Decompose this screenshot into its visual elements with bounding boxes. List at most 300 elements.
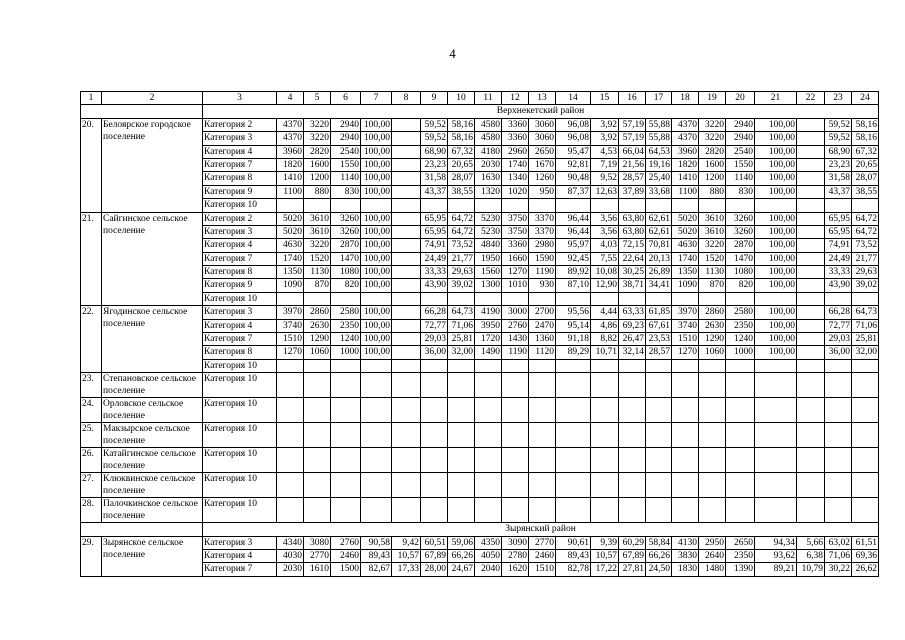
value-cell: 23,23	[825, 158, 852, 171]
value-cell: 1590	[529, 252, 556, 265]
value-cell: 1130	[304, 266, 331, 279]
value-cell	[672, 423, 699, 448]
value-cell: 1470	[331, 252, 361, 265]
value-cell: 89,43	[361, 549, 392, 562]
value-cell: 9,39	[591, 536, 619, 549]
value-cell	[755, 373, 797, 398]
value-cell: 23,23	[421, 158, 448, 171]
category-label: Категория 7	[203, 333, 277, 346]
district-header-row	[81, 523, 879, 536]
value-cell: 2640	[699, 549, 726, 562]
value-cell	[392, 158, 421, 171]
value-cell	[529, 398, 556, 423]
value-cell	[619, 448, 646, 473]
value-cell: 71,06	[825, 549, 852, 562]
value-cell: 96,08	[556, 132, 591, 145]
value-cell	[591, 423, 619, 448]
value-cell: 2470	[529, 319, 556, 332]
value-cell: 67,61	[646, 319, 672, 332]
column-number: 24	[852, 92, 879, 105]
value-cell	[392, 199, 421, 212]
category-label: Категория 10	[203, 373, 277, 398]
category-label: Категория 3	[203, 536, 277, 549]
value-cell: 3970	[277, 306, 304, 319]
value-cell: 24,67	[448, 563, 475, 576]
value-cell	[556, 199, 591, 212]
value-cell: 100,00	[361, 132, 392, 145]
value-cell: 100,00	[361, 118, 392, 131]
value-cell	[277, 292, 304, 305]
value-cell	[556, 398, 591, 423]
value-cell: 100,00	[361, 319, 392, 332]
value-cell	[277, 359, 304, 372]
value-cell	[304, 373, 331, 398]
value-cell: 64,53	[646, 145, 672, 158]
value-cell: 95,47	[556, 145, 591, 158]
value-cell: 3960	[672, 145, 699, 158]
value-cell: 67,32	[852, 145, 879, 158]
value-cell: 22,64	[619, 252, 646, 265]
value-cell: 71,06	[852, 319, 879, 332]
value-cell	[304, 398, 331, 423]
value-cell	[361, 473, 392, 498]
value-cell: 3960	[277, 145, 304, 158]
value-cell: 39,02	[448, 279, 475, 292]
value-cell	[304, 423, 331, 448]
value-cell	[331, 398, 361, 423]
value-cell	[726, 292, 755, 305]
value-cell: 10,79	[797, 563, 825, 576]
entity-name: Палочкинское сельское поселение	[102, 498, 203, 523]
entity-name: Ягодинское сельское поселение	[102, 306, 203, 373]
value-cell	[331, 359, 361, 372]
value-cell: 66,26	[448, 549, 475, 562]
value-cell: 58,16	[852, 118, 879, 131]
value-cell	[672, 448, 699, 473]
value-cell: 28,07	[852, 172, 879, 185]
value-cell: 67,32	[448, 145, 475, 158]
value-cell	[797, 448, 825, 473]
value-cell: 3220	[699, 118, 726, 131]
value-cell: 1100	[277, 185, 304, 198]
value-cell	[646, 373, 672, 398]
value-cell: 28,57	[619, 172, 646, 185]
value-cell	[619, 423, 646, 448]
value-cell: 100,00	[755, 118, 797, 131]
value-cell: 1340	[502, 172, 529, 185]
value-cell: 870	[699, 279, 726, 292]
value-cell: 100,00	[361, 212, 392, 225]
value-cell: 100,00	[361, 185, 392, 198]
value-cell: 1060	[304, 346, 331, 359]
value-cell: 20,65	[448, 158, 475, 171]
value-cell	[448, 473, 475, 498]
category-label: Категория 8	[203, 172, 277, 185]
data-table	[80, 91, 879, 577]
value-cell: 2540	[726, 145, 755, 158]
value-cell: 1360	[529, 333, 556, 346]
value-cell	[825, 359, 852, 372]
value-cell: 10,57	[591, 549, 619, 562]
value-cell	[825, 199, 852, 212]
value-cell: 32,00	[448, 346, 475, 359]
value-cell: 4370	[672, 132, 699, 145]
value-cell: 1520	[699, 252, 726, 265]
value-cell: 5020	[672, 212, 699, 225]
value-cell	[529, 423, 556, 448]
value-cell: 33,68	[646, 185, 672, 198]
value-cell	[699, 498, 726, 523]
value-cell: 4580	[475, 118, 502, 131]
value-cell: 2650	[726, 536, 755, 549]
value-cell: 1820	[277, 158, 304, 171]
value-cell	[672, 359, 699, 372]
value-cell: 1240	[331, 333, 361, 346]
value-cell: 4840	[475, 239, 502, 252]
value-cell	[421, 398, 448, 423]
value-cell	[591, 473, 619, 498]
value-cell	[421, 498, 448, 523]
value-cell: 64,72	[448, 212, 475, 225]
entity-number: 21.	[81, 212, 102, 306]
value-cell: 3610	[304, 225, 331, 238]
category-label: Категория 2	[203, 212, 277, 225]
value-cell: 19,16	[646, 158, 672, 171]
value-cell: 1290	[304, 333, 331, 346]
value-cell: 3830	[672, 549, 699, 562]
value-cell	[392, 145, 421, 158]
column-number: 18	[672, 92, 699, 105]
value-cell: 1410	[672, 172, 699, 185]
value-cell	[646, 398, 672, 423]
value-cell: 59,06	[448, 536, 475, 549]
value-cell: 2860	[304, 306, 331, 319]
value-cell	[421, 359, 448, 372]
value-cell	[797, 498, 825, 523]
value-cell	[556, 473, 591, 498]
value-cell: 65,95	[421, 225, 448, 238]
value-cell: 62,61	[646, 225, 672, 238]
value-cell	[361, 359, 392, 372]
value-cell: 2760	[502, 319, 529, 332]
value-cell: 1010	[502, 279, 529, 292]
category-label: Категория 2	[203, 118, 277, 131]
value-cell: 1610	[304, 563, 331, 576]
value-cell	[797, 252, 825, 265]
value-cell: 1510	[529, 563, 556, 576]
value-cell	[392, 398, 421, 423]
value-cell	[726, 423, 755, 448]
value-cell	[797, 319, 825, 332]
value-cell: 26,62	[852, 563, 879, 576]
column-number: 12	[502, 92, 529, 105]
value-cell: 2350	[726, 549, 755, 562]
value-cell	[502, 373, 529, 398]
value-cell	[726, 448, 755, 473]
value-cell: 1190	[529, 266, 556, 279]
value-cell: 1080	[331, 266, 361, 279]
value-cell: 2460	[331, 549, 361, 562]
value-cell: 62,61	[646, 212, 672, 225]
value-cell: 1270	[277, 346, 304, 359]
value-cell: 2540	[331, 145, 361, 158]
value-cell: 65,95	[421, 212, 448, 225]
value-cell: 4,44	[591, 306, 619, 319]
value-cell	[392, 172, 421, 185]
value-cell: 26,47	[619, 333, 646, 346]
entity-number: 24.	[81, 398, 102, 423]
value-cell: 100,00	[755, 306, 797, 319]
value-cell: 5,66	[797, 536, 825, 549]
value-cell: 2580	[331, 306, 361, 319]
value-cell	[277, 199, 304, 212]
table-row	[81, 423, 879, 448]
value-cell	[797, 279, 825, 292]
value-cell	[852, 292, 879, 305]
value-cell	[699, 292, 726, 305]
value-cell: 4030	[277, 549, 304, 562]
value-cell: 8,82	[591, 333, 619, 346]
value-cell: 9,52	[591, 172, 619, 185]
value-cell	[475, 473, 502, 498]
value-cell: 100,00	[755, 212, 797, 225]
column-number: 20	[726, 92, 755, 105]
value-cell	[726, 498, 755, 523]
value-cell	[448, 359, 475, 372]
value-cell: 100,00	[361, 266, 392, 279]
value-cell	[475, 498, 502, 523]
column-number: 13	[529, 92, 556, 105]
value-cell	[852, 498, 879, 523]
value-cell: 1720	[475, 333, 502, 346]
value-cell: 89,92	[556, 266, 591, 279]
value-cell: 96,44	[556, 225, 591, 238]
value-cell: 1620	[502, 563, 529, 576]
value-cell	[797, 333, 825, 346]
value-cell	[726, 373, 755, 398]
value-cell: 60,51	[421, 536, 448, 549]
value-cell: 830	[331, 185, 361, 198]
column-number: 15	[591, 92, 619, 105]
value-cell: 1410	[277, 172, 304, 185]
value-cell: 2580	[726, 306, 755, 319]
value-cell	[755, 199, 797, 212]
value-cell	[726, 359, 755, 372]
value-cell: 34,41	[646, 279, 672, 292]
value-cell	[672, 473, 699, 498]
value-cell: 1060	[699, 346, 726, 359]
value-cell: 2820	[699, 145, 726, 158]
value-cell	[852, 373, 879, 398]
value-cell: 2630	[304, 319, 331, 332]
value-cell	[392, 239, 421, 252]
value-cell	[304, 199, 331, 212]
value-cell	[699, 448, 726, 473]
value-cell	[797, 473, 825, 498]
value-cell: 59,52	[825, 118, 852, 131]
value-cell: 2700	[529, 306, 556, 319]
value-cell	[475, 359, 502, 372]
value-cell: 2960	[502, 145, 529, 158]
value-cell	[672, 199, 699, 212]
value-cell: 100,00	[755, 225, 797, 238]
value-cell: 59,52	[421, 132, 448, 145]
value-cell	[726, 199, 755, 212]
category-label: Категория 10	[203, 448, 277, 473]
value-cell	[797, 306, 825, 319]
value-cell: 64,72	[448, 225, 475, 238]
value-cell	[619, 398, 646, 423]
value-cell: 1000	[331, 346, 361, 359]
table-row	[81, 398, 879, 423]
value-cell: 67,89	[421, 549, 448, 562]
value-cell: 4370	[672, 118, 699, 131]
value-cell: 29,63	[448, 266, 475, 279]
value-cell	[755, 359, 797, 372]
value-cell: 820	[331, 279, 361, 292]
entity-number: 25.	[81, 423, 102, 448]
value-cell	[392, 266, 421, 279]
value-cell: 20,13	[646, 252, 672, 265]
value-cell: 1820	[672, 158, 699, 171]
value-cell	[672, 373, 699, 398]
column-number: 17	[646, 92, 672, 105]
value-cell	[304, 359, 331, 372]
value-cell: 25,81	[852, 333, 879, 346]
value-cell: 20,65	[852, 158, 879, 171]
value-cell: 3080	[304, 536, 331, 549]
value-cell: 59,52	[825, 132, 852, 145]
value-cell: 27,81	[619, 563, 646, 576]
column-number: 22	[797, 92, 825, 105]
value-cell	[556, 498, 591, 523]
value-cell: 1550	[726, 158, 755, 171]
value-cell	[331, 423, 361, 448]
value-cell: 3360	[502, 239, 529, 252]
value-cell: 1600	[304, 158, 331, 171]
value-cell: 61,51	[852, 536, 879, 549]
value-cell	[672, 292, 699, 305]
value-cell: 1090	[277, 279, 304, 292]
district-title: Верхнекетский район	[203, 105, 879, 118]
category-label: Категория 10	[203, 199, 277, 212]
value-cell: 68,90	[825, 145, 852, 158]
page-number: 4	[449, 46, 456, 61]
value-cell: 1480	[699, 563, 726, 576]
value-cell	[502, 359, 529, 372]
value-cell	[392, 225, 421, 238]
value-cell: 69,36	[852, 549, 879, 562]
value-cell	[797, 373, 825, 398]
value-cell: 28,07	[448, 172, 475, 185]
value-cell: 90,61	[556, 536, 591, 549]
value-cell: 72,15	[619, 239, 646, 252]
value-cell: 1260	[529, 172, 556, 185]
value-cell	[556, 448, 591, 473]
entity-name: Белоярское городское поселение	[102, 118, 203, 212]
value-cell: 2860	[699, 306, 726, 319]
value-cell: 3220	[699, 239, 726, 252]
value-cell: 5020	[672, 225, 699, 238]
value-cell	[797, 346, 825, 359]
value-cell: 95,97	[556, 239, 591, 252]
value-cell: 43,37	[825, 185, 852, 198]
value-cell: 100,00	[361, 239, 392, 252]
entity-name: Катайгинское сельское поселение	[102, 448, 203, 473]
value-cell: 100,00	[361, 225, 392, 238]
value-cell	[755, 448, 797, 473]
value-cell	[392, 306, 421, 319]
value-cell: 82,67	[361, 563, 392, 576]
value-cell	[392, 212, 421, 225]
district-spacer	[81, 105, 203, 118]
value-cell: 72,77	[825, 319, 852, 332]
value-cell: 3360	[502, 118, 529, 131]
value-cell	[726, 398, 755, 423]
value-cell: 64,72	[852, 225, 879, 238]
value-cell: 3370	[529, 212, 556, 225]
value-cell: 100,00	[361, 346, 392, 359]
value-cell: 10,71	[591, 346, 619, 359]
value-cell: 43,37	[421, 185, 448, 198]
value-cell	[646, 448, 672, 473]
value-cell	[361, 373, 392, 398]
value-cell: 1270	[672, 346, 699, 359]
value-cell: 950	[529, 185, 556, 198]
value-cell: 29,03	[825, 333, 852, 346]
value-cell: 1020	[502, 185, 529, 198]
value-cell: 3,92	[591, 132, 619, 145]
value-cell: 4580	[475, 132, 502, 145]
value-cell: 1130	[699, 266, 726, 279]
entity-number: 20.	[81, 118, 102, 212]
value-cell	[797, 239, 825, 252]
value-cell	[797, 118, 825, 131]
value-cell	[392, 498, 421, 523]
value-cell: 63,33	[619, 306, 646, 319]
district-spacer	[81, 523, 203, 536]
entity-name: Зырянское сельское поселение	[102, 536, 203, 576]
value-cell	[591, 448, 619, 473]
column-number: 2	[102, 92, 203, 105]
value-cell	[646, 199, 672, 212]
value-cell: 100,00	[361, 252, 392, 265]
category-label: Категория 4	[203, 145, 277, 158]
value-cell	[392, 132, 421, 145]
column-number: 4	[277, 92, 304, 105]
value-cell: 58,16	[448, 118, 475, 131]
value-cell: 880	[699, 185, 726, 198]
value-cell: 38,55	[852, 185, 879, 198]
value-cell: 30,25	[619, 266, 646, 279]
value-cell	[448, 398, 475, 423]
value-cell: 1430	[502, 333, 529, 346]
value-cell: 100,00	[755, 158, 797, 171]
value-cell	[277, 423, 304, 448]
value-cell: 3,92	[591, 118, 619, 131]
value-cell	[825, 498, 852, 523]
value-cell: 68,90	[421, 145, 448, 158]
value-cell: 55,88	[646, 132, 672, 145]
value-cell: 12,63	[591, 185, 619, 198]
value-cell	[646, 423, 672, 448]
value-cell: 94,34	[755, 536, 797, 549]
column-number: 23	[825, 92, 852, 105]
value-cell: 1300	[475, 279, 502, 292]
value-cell: 1670	[529, 158, 556, 171]
value-cell: 25,40	[646, 172, 672, 185]
value-cell: 880	[304, 185, 331, 198]
